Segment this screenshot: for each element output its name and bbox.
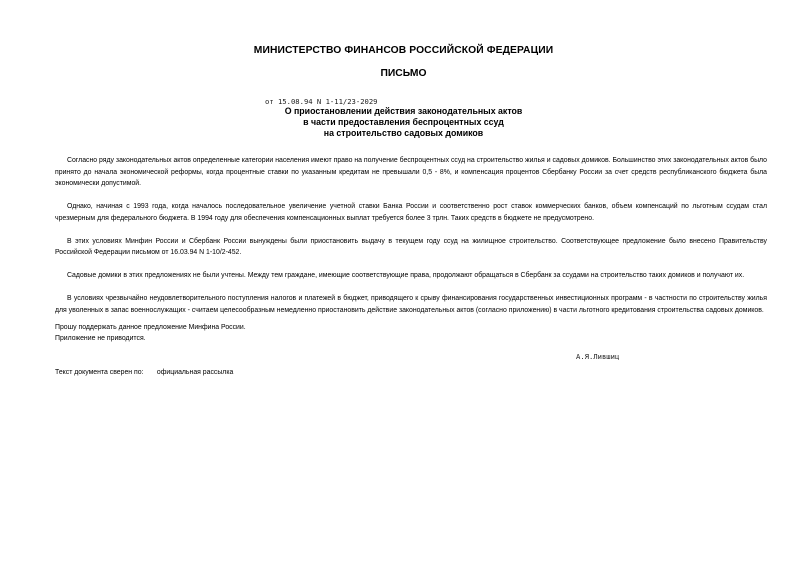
attachment-note: Приложение не приводится.	[55, 335, 146, 342]
subject-line: О приостановлении действия законодательных актов	[284, 106, 523, 116]
verification-label: Текст документа сверен по:	[55, 369, 144, 376]
document-type-heading: ПИСЬМО	[380, 68, 427, 79]
closing-block	[55, 322, 246, 344]
body-paragraph: Согласно ряду законодательных актов определенные категории населения имеют право на получение беспроцентных ссуд на строительство жилья и садовых домиков. Большинство этих законодательных актов было принято до начала экономической реформы, когда процентные ставки по указанным кредитам не превышали 0,5 - 8%, и компенсация процентов Сбербанку России за счет средств республиканского бюджета была экономически допустимой.	[55, 157, 767, 187]
ministry-heading: МИНИСТЕРСТВО ФИНАНСОВ РОССИЙСКОЙ ФЕДЕРАЦИИ	[253, 45, 554, 56]
verification-note	[55, 369, 233, 376]
subject-line: в части предоставления беспроцентных ссуд	[303, 117, 504, 127]
body-paragraph: В этих условиях Минфин России и Сбербанк России вынуждены были приостановить выдачу в текущем году ссуд на жилищное строительство. Соответствующее предложение было внесено Правительству Российской Федерации письмом от 16.03.94 N 1-10/2-452.	[55, 237, 767, 256]
body-paragraph: В условиях чрезвычайно неудовлетворительного поступления налогов и платежей в бюджет, приводящего к срыву финансирования государственных инвестиционных программ - в частности по строительству жилья для уволенных в запас военнослужащих - считаем целесообразным немедленно приостановить действие законодательных актов (согласно приложению) в части льготного кредитования строительства садовых домиков.	[55, 295, 767, 314]
document-body	[55, 155, 767, 328]
body-paragraph: Садовые домики в этих предложениях не были учтены. Между тем граждане, имеющие соответствующие права, продолжают обращаться в Сбербанк за ссудами на строительство таких домиков и получают их.	[67, 272, 745, 279]
closing-request: Прошу поддержать данное предложение Минфина России.	[55, 324, 246, 331]
signature: А.Я.Лившиц	[576, 352, 620, 361]
document-subject	[0, 106, 807, 139]
subject-line: на строительство садовых домиков	[323, 128, 484, 138]
verification-source: официальная рассылка	[156, 369, 234, 376]
document-reference: от 15.08.94 N 1-11/23-2029	[265, 97, 378, 106]
body-paragraph: Однако, начиная с 1993 года, когда началось последовательное увеличение учетной ставки Банка России и соответственно рост ставок коммерческих банков, объем компенсаций по льготным ссудам стал чрезмерным для федерального бюджета. В 1994 году для обеспечения компенсационных выплат требуется более 3 трлн. Таких средств в бюджете не предусмотрено.	[55, 203, 767, 222]
